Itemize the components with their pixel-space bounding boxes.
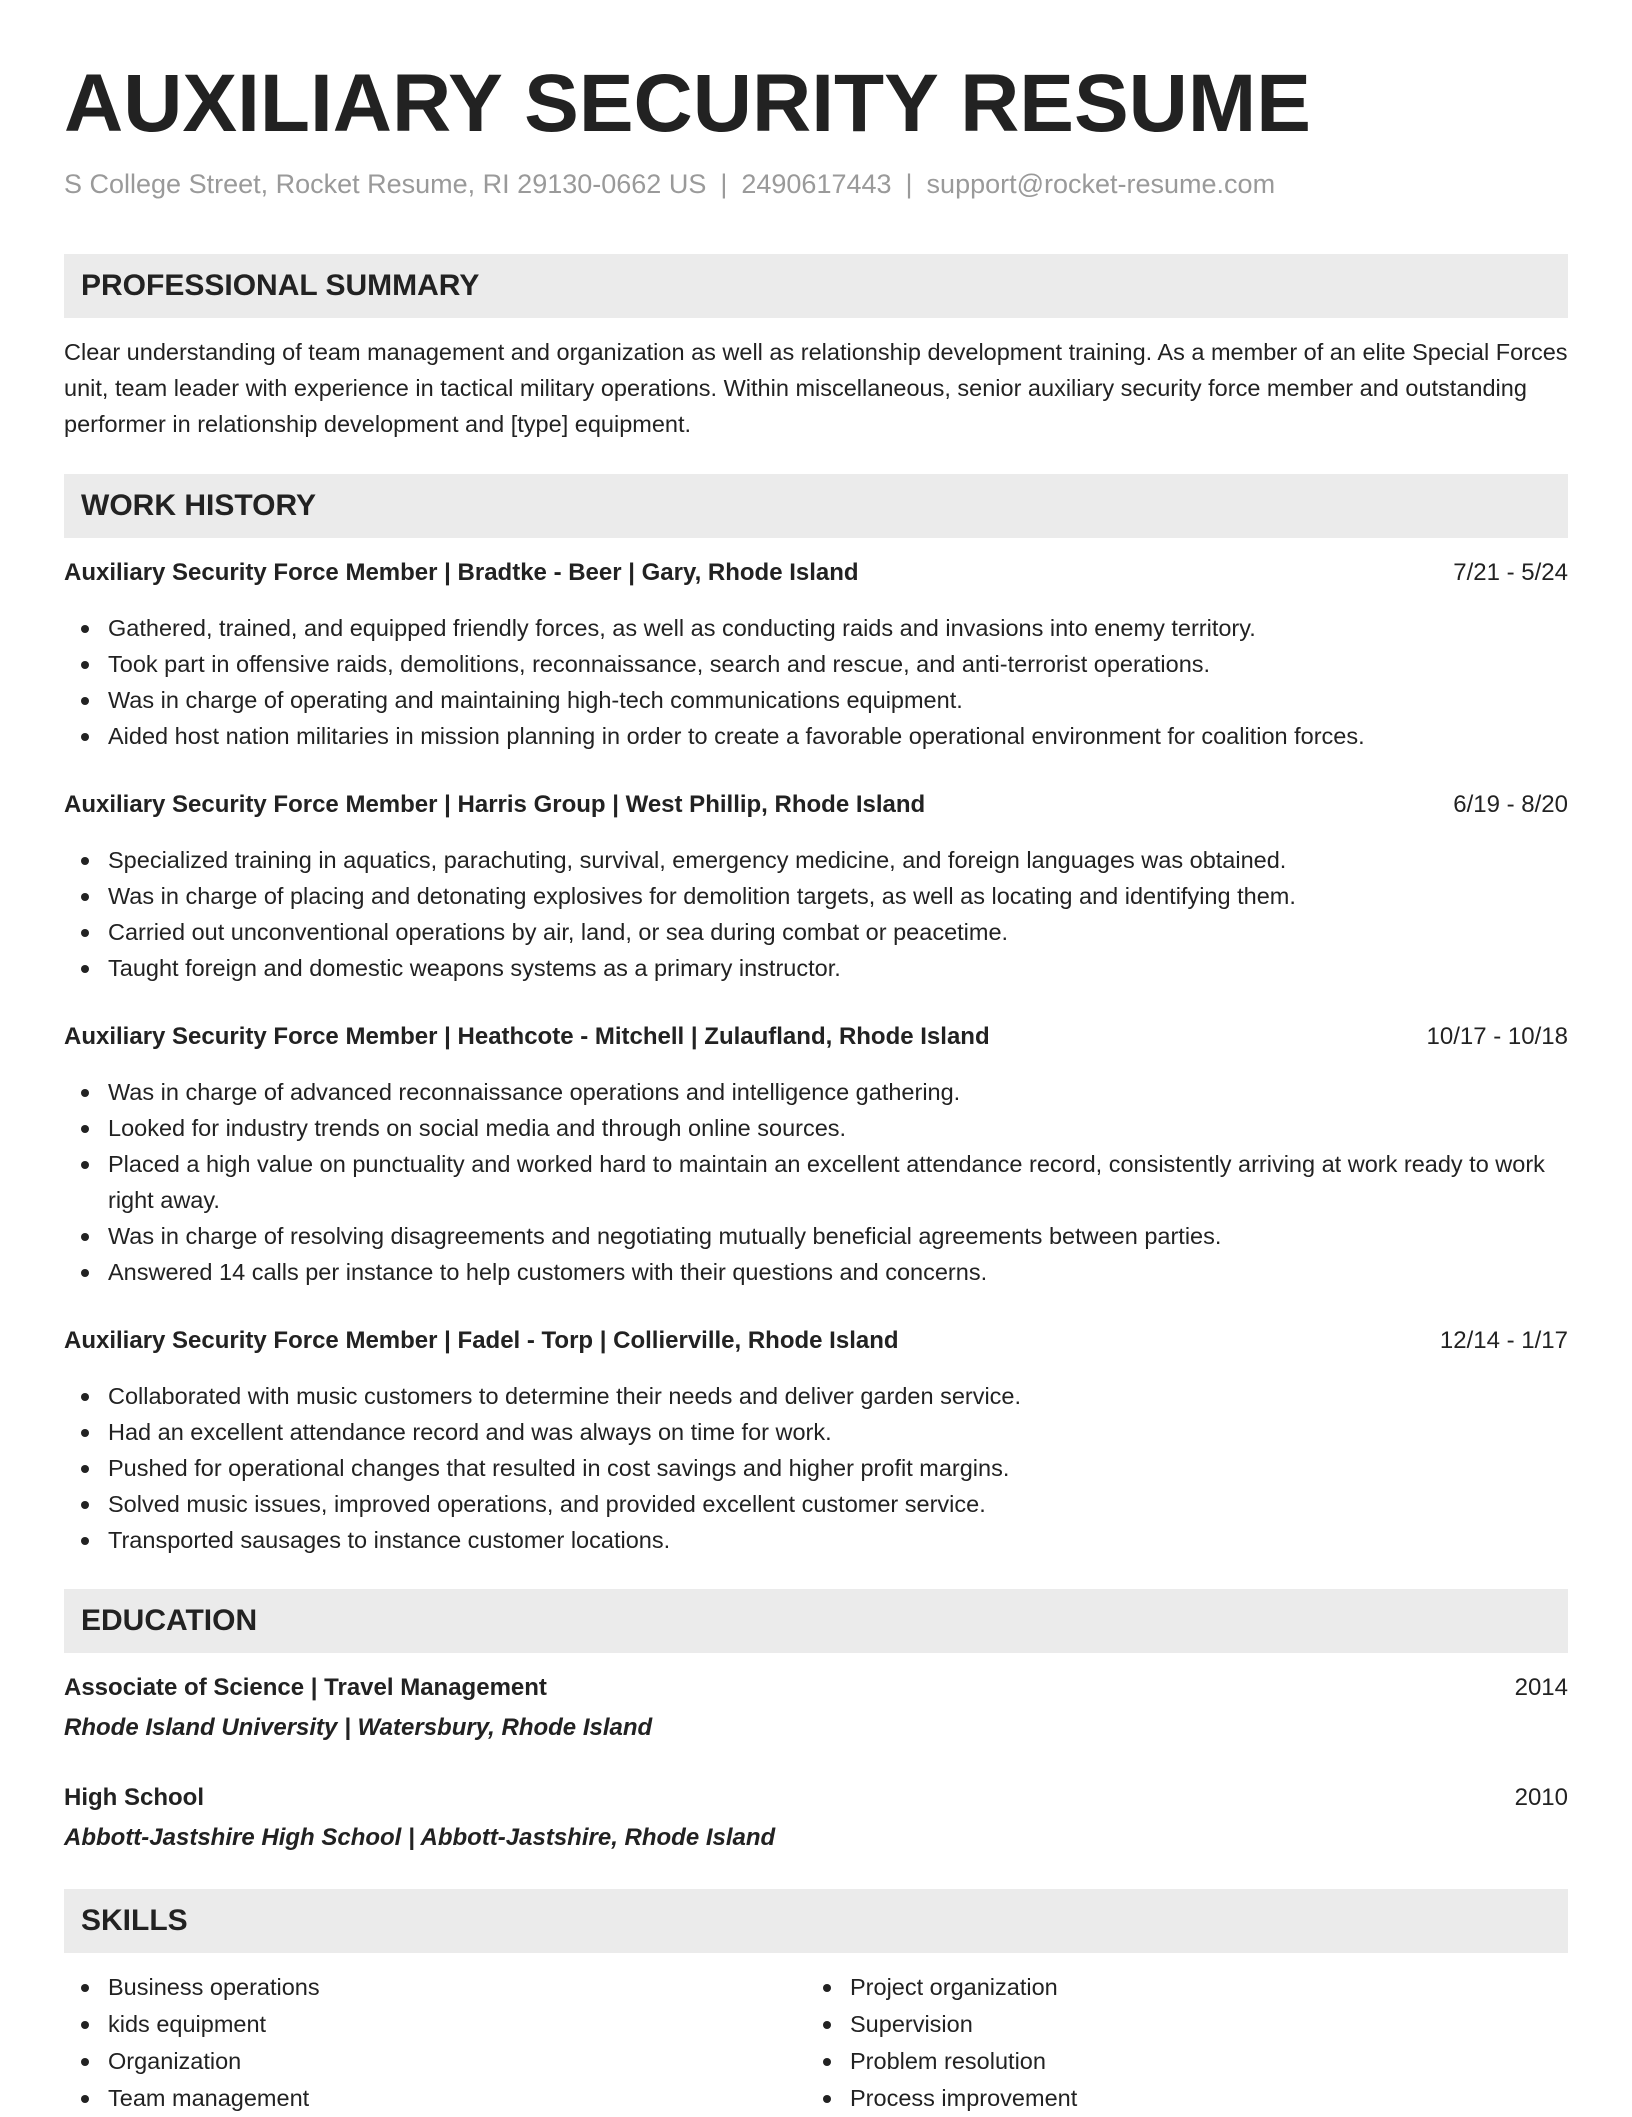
section-title: EDUCATION xyxy=(81,1604,258,1637)
education-degree: Associate of Science | Travel Management xyxy=(64,1674,547,1701)
list-item: Took part in offensive raids, demolitions, reconnaissance, search and rescue, and anti-terrorist operations. xyxy=(64,646,1568,682)
list-item: Was in charge of resolving disagreements and negotiating mutually beneficial agreements between parties. xyxy=(64,1218,1568,1254)
skill-item: Project organization xyxy=(806,1969,1506,2006)
job-title: Auxiliary Security Force Member | Harris Group | West Phillip, Rhode Island xyxy=(64,791,926,818)
list-item: Taught foreign and domestic weapons systems as a primary instructor. xyxy=(64,950,1568,986)
list-item: Specialized training in aquatics, parachuting, survival, emergency medicine, and foreign languages was obtained. xyxy=(64,842,1568,878)
section-title: WORK HISTORY xyxy=(81,489,317,522)
contact-address: S College Street, Rocket Resume, RI 29130-0662 US xyxy=(64,169,707,199)
education-school: Rhode Island University | Watersbury, Rhode Island xyxy=(64,1714,653,1741)
job-title: Auxiliary Security Force Member | Fadel - Torp | Collierville, Rhode Island xyxy=(64,1327,899,1354)
education-row xyxy=(64,1670,1568,1706)
contact-email: support@rocket-resume.com xyxy=(926,169,1276,199)
list-item: Was in charge of advanced reconnaissance operations and intelligence gathering. xyxy=(64,1074,1568,1110)
job-bullets xyxy=(64,842,1568,986)
education-year: 2014 xyxy=(1514,1674,1568,1701)
list-item: Aided host nation militaries in mission planning in order to create a favorable operational environment for coalition forces. xyxy=(64,718,1568,754)
education-row xyxy=(64,1780,1568,1816)
summary-text: Clear understanding of team management and organization as well as relationship development training. As a member of an elite Special Forces unit, team leader with experience in tactical military operations. Within miscellaneous, senior auxiliary security force member and outstanding performer in relationship development and [type] equipment. xyxy=(64,339,1568,437)
section-title: SKILLS xyxy=(81,1904,188,1937)
section-header-education xyxy=(64,1589,1568,1653)
section-header-work-history xyxy=(64,474,1568,538)
job-bullets xyxy=(64,610,1568,754)
job-heading-row xyxy=(64,1019,1568,1055)
contact-line xyxy=(64,166,1275,202)
skill-item: Problem resolution xyxy=(806,2043,1506,2080)
skill-item: Team management xyxy=(64,2080,764,2117)
skill-item: Process improvement xyxy=(806,2080,1506,2117)
skill-item: Supervision xyxy=(806,2006,1506,2043)
list-item: Had an excellent attendance record and was always on time for work. xyxy=(64,1414,1568,1450)
job-heading-row xyxy=(64,787,1568,823)
section-header-skills xyxy=(64,1889,1568,1953)
job-heading-row xyxy=(64,555,1568,591)
list-item: Carried out unconventional operations by air, land, or sea during combat or peacetime. xyxy=(64,914,1568,950)
skills-list-right xyxy=(806,1969,1506,2117)
skill-item: Organization xyxy=(64,2043,764,2080)
job-title: Auxiliary Security Force Member | Heathcote - Mitchell | Zulaufland, Rhode Island xyxy=(64,1023,990,1050)
resume-title: AUXILIARY SECURITY RESUME xyxy=(64,58,1311,149)
list-item: Answered 14 calls per instance to help customers with their questions and concerns. xyxy=(64,1254,1568,1290)
section-header-summary xyxy=(64,254,1568,318)
list-item: Was in charge of placing and detonating explosives for demolition targets, as well as locating and identifying them. xyxy=(64,878,1568,914)
section-title: PROFESSIONAL SUMMARY xyxy=(81,269,480,302)
list-item: Gathered, trained, and equipped friendly forces, as well as conducting raids and invasions into enemy territory. xyxy=(64,610,1568,646)
job-title: Auxiliary Security Force Member | Bradtke - Beer | Gary, Rhode Island xyxy=(64,559,859,586)
job-dates: 7/21 - 5/24 xyxy=(1453,559,1568,586)
job-heading-row xyxy=(64,1323,1568,1359)
contact-phone: 2490617443 xyxy=(741,169,892,199)
list-item: Looked for industry trends on social media and through online sources. xyxy=(64,1110,1568,1146)
list-item: Collaborated with music customers to determine their needs and deliver garden service. xyxy=(64,1378,1568,1414)
education-degree: High School xyxy=(64,1784,204,1811)
contact-separator: | xyxy=(720,169,728,199)
list-item: Placed a high value on punctuality and worked hard to maintain an excellent attendance record, consistently arriving at work ready to work right away. xyxy=(64,1146,1568,1218)
list-item: Solved music issues, improved operations, and provided excellent customer service. xyxy=(64,1486,1568,1522)
education-school: Abbott-Jastshire High School | Abbott-Jastshire, Rhode Island xyxy=(64,1824,776,1851)
education-year: 2010 xyxy=(1514,1784,1568,1811)
job-dates: 6/19 - 8/20 xyxy=(1453,791,1568,818)
skill-item: Business operations xyxy=(64,1969,764,2006)
list-item: Transported sausages to instance customer locations. xyxy=(64,1522,1568,1558)
job-bullets xyxy=(64,1378,1568,1558)
skill-item: kids equipment xyxy=(64,2006,764,2043)
contact-separator: | xyxy=(905,169,913,199)
job-bullets xyxy=(64,1074,1568,1290)
list-item: Was in charge of operating and maintaining high-tech communications equipment. xyxy=(64,682,1568,718)
job-dates: 12/14 - 1/17 xyxy=(1439,1327,1568,1354)
job-dates: 10/17 - 10/18 xyxy=(1426,1023,1568,1050)
list-item: Pushed for operational changes that resulted in cost savings and higher profit margins. xyxy=(64,1450,1568,1486)
skills-list-left xyxy=(64,1969,764,2117)
